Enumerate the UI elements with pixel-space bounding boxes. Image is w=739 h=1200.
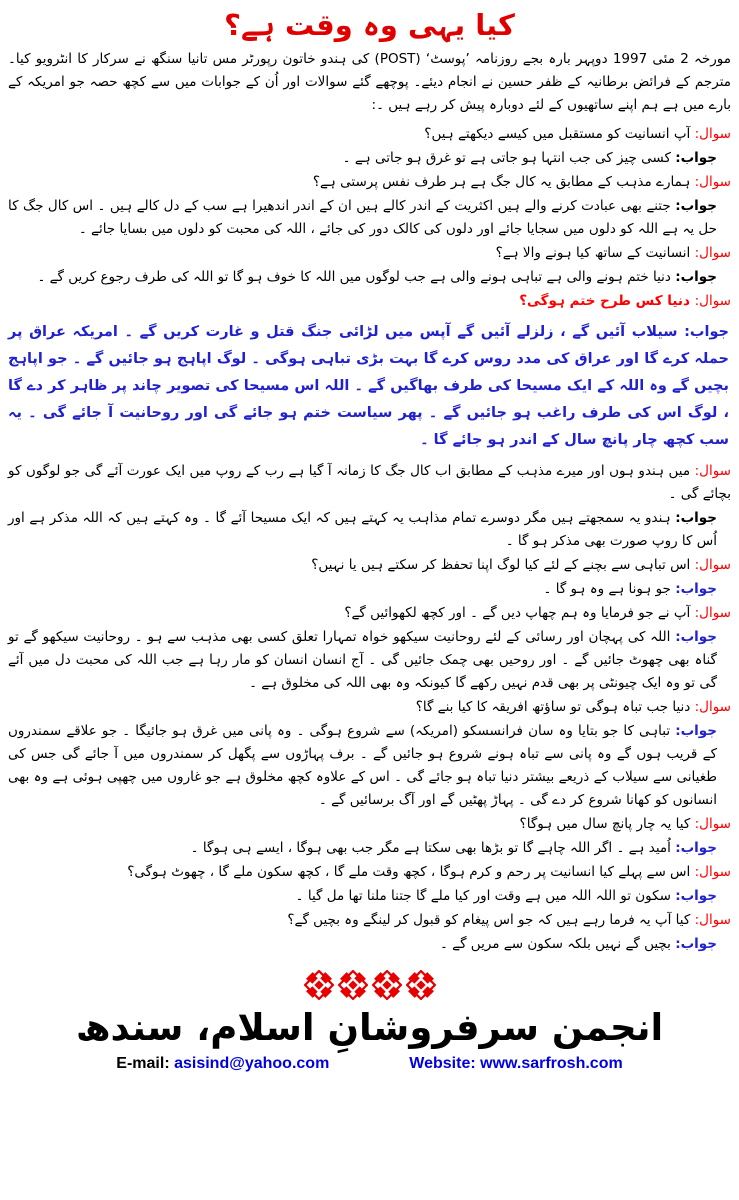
- question-text: دنیا جب تباہ ہوگی تو ساؤتھ افریقہ کا کیا بنے گا؟: [415, 699, 695, 715]
- answer-line: [8, 720, 731, 812]
- question-text: اس تباہی سے بچنے کے لئے کیا لوگ اپنا تحفظ کر سکتے ہیں یا نہیں؟: [311, 557, 695, 573]
- answer-line: [8, 885, 731, 908]
- answer-text: کسی چیز کی جب انتہا ہو جاتی ہے تو غرق ہو جاتی ہے ۔: [342, 150, 676, 166]
- rosette-icon: [336, 975, 370, 994]
- question-text: ہمارے مذہب کے مطابق یہ کال جگ ہے ہر طرف نفس پرستی ہے؟: [312, 174, 695, 190]
- answer-label: جواب:: [675, 888, 717, 904]
- question-line: [8, 813, 731, 836]
- question-text: دنیا کس طرح ختم ہوگی؟: [519, 293, 695, 309]
- question-line: [8, 123, 731, 146]
- answer-text: تباہی کا جو بتایا وہ سان فرانسسکو (امریکہ) سے شروع ہوگی ۔ وہ پانی میں غرق ہو جائیگا ۔ جو علاقے سمندروں کے قریب ہوں گے وہ پانی سے تباہ ہونے شروع ہو جائیں گے ۔ برف پہاڑوں سے پگھل کر سمندروں میں آ جائے گی جس کی طغیانی سے سیلاب کے ذریعے بیشتر دنیا تباہ ہو جائے گی ۔ اس کے علاوہ کچھ مخلوق ہے جو غاروں میں چھپی ہوئی ہے وہ بھی انسانوں کو کھانا شروع کر دے گی ۔ پہاڑ پھٹیں گے اور آگ برسائیں گے ۔: [8, 723, 717, 808]
- question-text: کیا یہ چار پانچ سال میں ہوگا؟: [519, 816, 695, 832]
- rosette-icon: [302, 975, 336, 994]
- question-label: سوال:: [694, 293, 731, 309]
- answer-text: بچیں گے نہیں بلکہ سکون سے مریں گے ۔: [439, 936, 676, 952]
- question-text: آپ نے جو فرمایا وہ ہم چھاپ دیں گے ۔ اور کچھ لکھوائیں گے؟: [344, 605, 695, 621]
- question-label: سوال:: [694, 463, 731, 479]
- organization-name: انجمن سرفروشانِ اسلام، سندھ: [75, 1006, 664, 1049]
- answer-text: اللہ کی پہچان اور رسائی کے لئے روحانیت سیکھو خواہ تمہارا تعلق کسی بھی مذہب سے ہو ۔ روحانیت سیکھو گے تو گناہ بھی چھوٹ جائیں گے ۔ اور روحیں بھی چمک جائیں گی ۔ آج انسان انسان کو مار رہا ہے جب اللہ کی محبت دل میں آئے گی تو وہ ایک چیونٹی پر بھی قدم نہیں رکھے گا کیونکہ وہ بھی اللہ کی مخلوق ہے ۔: [8, 629, 717, 691]
- answer-line: [8, 626, 731, 695]
- question-text: اس سے پہلے کیا انسانیت پر رحم و کرم ہوگا ، کچھ وقت ملے گا ، کچھ سکون ملے گا ، چھوٹ ہوگی؟: [127, 864, 695, 880]
- answer-line: [8, 195, 731, 241]
- answer-text: دنیا ختم ہونے والی ہے تباہی ہونے والی ہے جب لوگوں میں اللہ کا خوف ہو گا تو اللہ کی طرف رجوع کریں گے ۔: [37, 269, 676, 285]
- question-text: انسانیت کے ساتھ کیا ہونے والا ہے؟: [495, 245, 695, 261]
- answer-text: سکون تو اللہ اللہ میں ہے وقت اور کیا ملے گا جتنا ملنا تھا مل گیا ۔: [295, 888, 676, 904]
- ornament-row: [8, 970, 731, 1000]
- answer-line: [8, 319, 731, 454]
- intro-paragraph: مورخہ 2 مئی 1997 دوپہر بارہ بجے روزنامہ ’پوسٹ‘ (POST) کی ہندو خاتون رپورٹر مس تانیا سنگھ نے سرکار کا انٹرویو کیا۔ مترجم کے فرائض برطانیہ کے ظفر حسین نے انجام دیئے۔ پوچھے گئے سوالات اور اُن کے جوابات میں سے کچھ حصہ جو امریکہ کے بارے میں ہے ہم اپنے ساتھیوں کے لئے دوبارہ پیش کر رہے ہیں ۔:: [8, 51, 732, 113]
- question-label: سوال:: [694, 912, 731, 928]
- question-line: [8, 554, 731, 577]
- answer-text: سیلاب آئیں گے ، زلزلے آئیں گے آپس میں لڑائی جنگ قتل و غارت کریں گے ۔ امریکہ عراق پر حملہ کرے گا اور عراق کی مدد روس کرے گا بہت بڑی تباہی ہوگی ۔ لوگ اپاہج ہو جائیں گے ۔ جو اپاہج بچیں گے وہ اللہ کے ایک مسیحا کی طرف بھاگیں گے ۔ اللہ اس مسیحا کی تصویر چاند پر ظاہر کر دے گا ، لوگ اس کی طرف راغب ہو جائیں گے ۔ پھر سیاست ختم ہو جائے گی اور روحانیت آ جائے گی ۔ یہ سب کچھ چار پانچ سال کے اندر ہو جائے گا ۔: [8, 324, 729, 448]
- rosette-icon: [370, 975, 404, 994]
- question-line: [8, 602, 731, 625]
- answer-label: جواب:: [675, 150, 717, 166]
- page-title: کیا یہی وہ وقت ہے؟: [224, 8, 515, 42]
- question-text: کیا آپ یہ فرما رہے ہیں کہ جو اس پیغام کو قبول کر لینگے وہ بچیں گے؟: [287, 912, 695, 928]
- answer-label: جواب:: [675, 629, 717, 645]
- answer-line: [8, 266, 731, 289]
- question-text: آپ انسانیت کو مستقبل میں کیسے دیکھتے ہیں؟: [424, 126, 695, 142]
- website-link[interactable]: www.sarfrosh.com: [480, 1055, 623, 1072]
- question-label: سوال:: [694, 126, 731, 142]
- contact-row: [8, 1055, 731, 1073]
- answer-line: [8, 837, 731, 860]
- question-line: [8, 909, 731, 932]
- website-label: Website:: [409, 1055, 476, 1072]
- email-group: [116, 1055, 329, 1073]
- question-label: سوال:: [694, 816, 731, 832]
- answer-text: اُمید ہے ۔ اگر اللہ چاہے گا تو بڑھا بھی سکتا ہے مگر جب بھی ہوگا ، ایسے ہی ہوگا ۔: [190, 840, 676, 856]
- answer-line: [8, 933, 731, 956]
- question-label: سوال:: [694, 557, 731, 573]
- answer-text: جو ہونا ہے وہ ہو گا ۔: [543, 581, 676, 597]
- question-line: [8, 460, 731, 506]
- answer-label: جواب:: [675, 269, 717, 285]
- question-label: سوال:: [694, 174, 731, 190]
- answer-text: جتنے بھی عبادت کرنے والے ہیں اکثریت کے اندر کالے ہیں ان کے اندر اندھیرا ہے سب کے دل کالے ہیں ۔ اس کال جگ کا حل یہ ہے اللہ کو دلوں میں سجایا جائے اور دلوں کی کالک دور کی جائے ، اللہ کی محبت کو دلوں میں بسایا جائے ۔: [8, 198, 717, 237]
- answer-line: [8, 578, 731, 601]
- email-label: E-mail:: [116, 1055, 170, 1072]
- answer-label: جواب:: [675, 840, 717, 856]
- question-label: سوال:: [694, 605, 731, 621]
- answer-line: [8, 147, 731, 170]
- question-label: سوال:: [694, 245, 731, 261]
- question-line: [8, 290, 731, 313]
- question-line: [8, 696, 731, 719]
- answer-label: جواب:: [684, 324, 729, 340]
- answer-label: جواب:: [675, 510, 717, 526]
- rosette-icon: [404, 975, 438, 994]
- answer-label: جواب:: [675, 581, 717, 597]
- question-text: میں ہندو ہوں اور میرے مذہب کے مطابق اب کال جگ کا زمانہ آ گیا ہے رب کے روپ میں ایک عورت آئے گی جو لوگوں کو بچائے گی ۔: [8, 463, 731, 502]
- email-link[interactable]: asisind@yahoo.com: [174, 1055, 330, 1072]
- answer-label: جواب:: [675, 936, 717, 952]
- answer-line: [8, 507, 731, 553]
- question-line: [8, 242, 731, 265]
- answer-text: ہندو یہ سمجھتے ہیں مگر دوسرے تمام مذاہب یہ کہتے ہیں کہ ایک مسیحا آئے گا ۔ وہ کہتے ہیں کہ اللہ مذکر ہے اور اُس کا روپ صورت بھی مذکر ہو گا ۔: [8, 510, 717, 549]
- answer-label: جواب:: [675, 723, 717, 739]
- answer-label: جواب:: [675, 198, 717, 214]
- question-label: سوال:: [694, 864, 731, 880]
- qa-list: [8, 123, 731, 956]
- question-line: [8, 861, 731, 884]
- question-label: سوال:: [694, 699, 731, 715]
- website-group: [409, 1055, 622, 1073]
- question-line: [8, 171, 731, 194]
